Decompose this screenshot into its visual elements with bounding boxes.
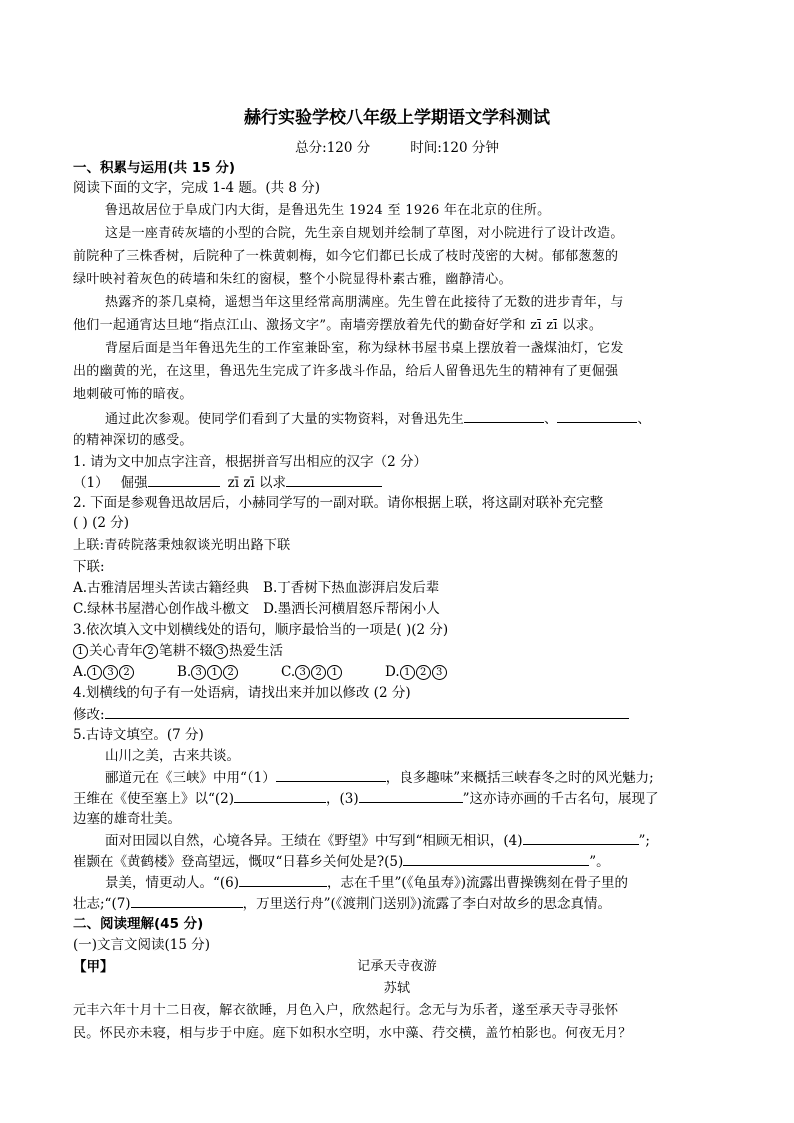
- circled-number: 3: [103, 665, 118, 680]
- revision-blank[interactable]: [105, 704, 629, 719]
- section-2-heading: 二、阅读理解(45 分): [73, 916, 204, 932]
- separator: 、: [544, 412, 558, 427]
- passage-paragraph: 热露齐的茶几桌椅，遥想当年这里经常高朋满座。先生曾在此接待了无数的进步青年，与: [105, 295, 624, 310]
- poetry-text: ，志在千里”(《龟虽寿》)流露出曹操镌刻在骨子里的: [327, 875, 628, 891]
- option-d: D.墨洒长河横眉怒斥帮闲小人: [263, 601, 440, 617]
- question-1: 1. 请为文中加点字注音，根据拼音写出相应的汉字（2 分）: [73, 454, 428, 470]
- passage-paragraph: 鲁迅故居位于阜成门内大街，是鲁迅先生 1924 至 1926 年在北京的住所。: [105, 203, 551, 218]
- options-row: [73, 578, 439, 598]
- item-number: （1）: [73, 475, 109, 491]
- circled-number: 3: [432, 665, 447, 680]
- poetry-text: ”。: [589, 854, 610, 870]
- answer-blank[interactable]: [276, 767, 386, 782]
- question-4: 4.划横线的句子有一处语病，请找出来并加以修改 (2 分): [73, 685, 411, 701]
- separator: 、: [637, 412, 651, 427]
- passage-author: 苏轼: [383, 981, 411, 996]
- poetry-text: 面对田园以自然，心境各异。王绩在《野望》中写到“相顾无相识，(4): [105, 833, 523, 849]
- poetry-text: 壮志;“(7): [73, 896, 131, 912]
- question-1-items: [73, 472, 382, 493]
- answer-blank[interactable]: [131, 893, 243, 908]
- question-2-answer: ( ) (2 分): [73, 515, 130, 531]
- circled-number: 3: [295, 665, 310, 680]
- poetry-text: ，良多趣味”来概括三峡春冬之时的风光魅力;: [385, 770, 654, 786]
- answer-blank[interactable]: [403, 851, 589, 866]
- item-pinyin: zī zī 以求: [227, 475, 287, 491]
- poetry-line: 边塞的雄奇壮美。: [73, 811, 181, 827]
- passage-title: 记承天寺夜游: [357, 959, 437, 974]
- poetry-line: [73, 851, 610, 872]
- circled-number: 1: [207, 665, 222, 680]
- passage-line: 出的幽黄的光，在这里，鲁迅先生完成了许多战斗作品，给后人留鲁迅先生的精神有了更倔强: [73, 364, 619, 379]
- circled-number: 1: [327, 665, 342, 680]
- circled-number: 3: [191, 665, 206, 680]
- circled-number: 2: [416, 665, 431, 680]
- question-2: 2. 下面是参观鲁迅故居后，小赫同学写的一副对联。请你根据上联，将这副对联补充完整: [73, 495, 604, 511]
- total-score: 总分:120 分: [295, 140, 371, 156]
- page-title: 赫行实验学校八年级上学期语文学科测试: [244, 108, 550, 128]
- passage-line: 的精神深切的感受。: [73, 433, 193, 448]
- answer-blank[interactable]: [557, 408, 637, 423]
- question-3-options: [73, 662, 448, 682]
- answer-blank[interactable]: [523, 830, 639, 845]
- passage-text: 通过此次参观。使同学们看到了大量的实物资料，对鲁迅先生: [105, 412, 465, 427]
- answer-blank[interactable]: [234, 788, 326, 803]
- poetry-text: 崔颢在《黄鹤楼》登高望远，慨叹“日暮乡关何处是?(5): [73, 854, 404, 870]
- revision-label: 修改:: [73, 707, 105, 723]
- option-b: B.丁香树下热血澎湃启发后辈: [263, 580, 440, 596]
- classical-text: 元丰六年十月十二日夜，解衣欲睡，月色入户，欣然起行。念无与为乐者，遂至承天寺寻张怀: [73, 1003, 619, 1018]
- choice-option: [385, 662, 448, 682]
- question-3-items: [73, 641, 283, 661]
- hanzi-blank[interactable]: [286, 472, 382, 487]
- circled-number: 2: [143, 644, 158, 659]
- passage-paragraph: [105, 408, 651, 430]
- poetry-line: [73, 893, 611, 914]
- poetry-text: ”;: [638, 833, 650, 849]
- answer-blank[interactable]: [239, 872, 327, 887]
- option-label: B.: [177, 664, 192, 680]
- passage-line: 他们一起通宵达旦地“指点江山、激扬文字”。南墙旁摆放着先代的勤奋好学和 zī zī 以求。: [73, 318, 603, 333]
- answer-blank[interactable]: [359, 788, 463, 803]
- circled-number: 2: [119, 665, 134, 680]
- option-a: A.古雅清居埋头苦读古籍经典: [73, 580, 250, 596]
- section-1-heading: 一、积累与运用(共 15 分): [73, 160, 236, 176]
- circled-number: 1: [73, 644, 88, 659]
- question-4-revision: [73, 704, 629, 725]
- circled-number: 2: [223, 665, 238, 680]
- passage-line: 地刺破可怖的暗夜。: [73, 387, 193, 402]
- time-limit: 时间:120 分钟: [410, 140, 499, 156]
- poetry-line: [105, 767, 654, 788]
- pinyin-blank[interactable]: [148, 472, 220, 487]
- choice-option: [177, 662, 281, 682]
- item-text: 热爱生活: [229, 643, 283, 659]
- poetry-line: 山川之美，古来共谈。: [105, 748, 240, 764]
- item-text: 关心青年: [89, 643, 143, 659]
- passage-line: 绿叶映衬着灰色的砖墙和朱红的窗棂，整个小院显得朴素古雅，幽静清心。: [73, 272, 512, 287]
- option-label: D.: [385, 664, 400, 680]
- passage-paragraph: 背屋后面是当年鲁迅先生的工作室兼卧室，称为绿林书屋书桌上摆放着一盏煤油灯，它发: [105, 341, 624, 356]
- poetry-text: ，万里送行舟”(《渡荆门送别》)流露了李白对故乡的思念真情。: [242, 896, 612, 912]
- exam-meta: [0, 138, 794, 158]
- couplet-lower-label: 下联:: [73, 559, 105, 575]
- poetry-text: 景美，情更动人。“(6): [105, 875, 240, 891]
- poetry-text: ，(3): [326, 791, 359, 807]
- circled-number: 3: [213, 644, 228, 659]
- item-word: 倔强: [120, 475, 148, 491]
- passage-tag: 【甲】: [73, 959, 114, 975]
- question-5: 5.古诗文填空。(7 分): [73, 727, 204, 743]
- classical-text: 民。怀民亦未寝，相与步于中庭。庭下如积水空明，水中藻、荇交横，盖竹柏影也。何夜无月？: [73, 1026, 632, 1041]
- passage-paragraph: 这是一座青砖灰墙的小型的合院，先生亲自规划并绘制了草图，对小院进行了设计改造。: [105, 226, 624, 241]
- option-label: C.: [281, 664, 296, 680]
- option-label: A.: [73, 664, 88, 680]
- circled-number: 1: [87, 665, 102, 680]
- subsection-heading: (一)文言文阅读(15 分): [73, 937, 211, 953]
- reading-intro: 阅读下面的文字，完成 1-4 题。(共 8 分): [73, 180, 321, 196]
- passage-line: 前院种了三株香树，后院种了一株黄刺梅，如今它们都已长成了枝时茂密的大树。郁郁葱葱的: [73, 249, 619, 264]
- choice-option: [281, 662, 385, 682]
- question-3: 3.依次填入文中划横线处的语句，顺序最恰当的一项是( )(2 分): [73, 622, 449, 638]
- poetry-line: [73, 788, 659, 809]
- poetry-text: 王维在《使至塞上》以“(2): [73, 791, 235, 807]
- options-row: [73, 599, 440, 619]
- poetry-line: [105, 872, 628, 893]
- poetry-text: 郦道元在《三峡》中用“（1）: [105, 770, 276, 786]
- item-text: 笔耕不辍: [159, 643, 213, 659]
- couplet-upper: 上联:青砖院落秉烛叙谈光明出路下联: [73, 538, 291, 553]
- poetry-line: [105, 830, 650, 851]
- choice-option: [73, 662, 177, 682]
- poetry-text: ”这亦诗亦画的千古名句，展现了: [462, 791, 659, 807]
- answer-blank[interactable]: [464, 408, 544, 423]
- option-c: C.绿林书屋潜心创作战斗檄文: [73, 601, 250, 617]
- circled-number: 1: [400, 665, 415, 680]
- circled-number: 2: [311, 665, 326, 680]
